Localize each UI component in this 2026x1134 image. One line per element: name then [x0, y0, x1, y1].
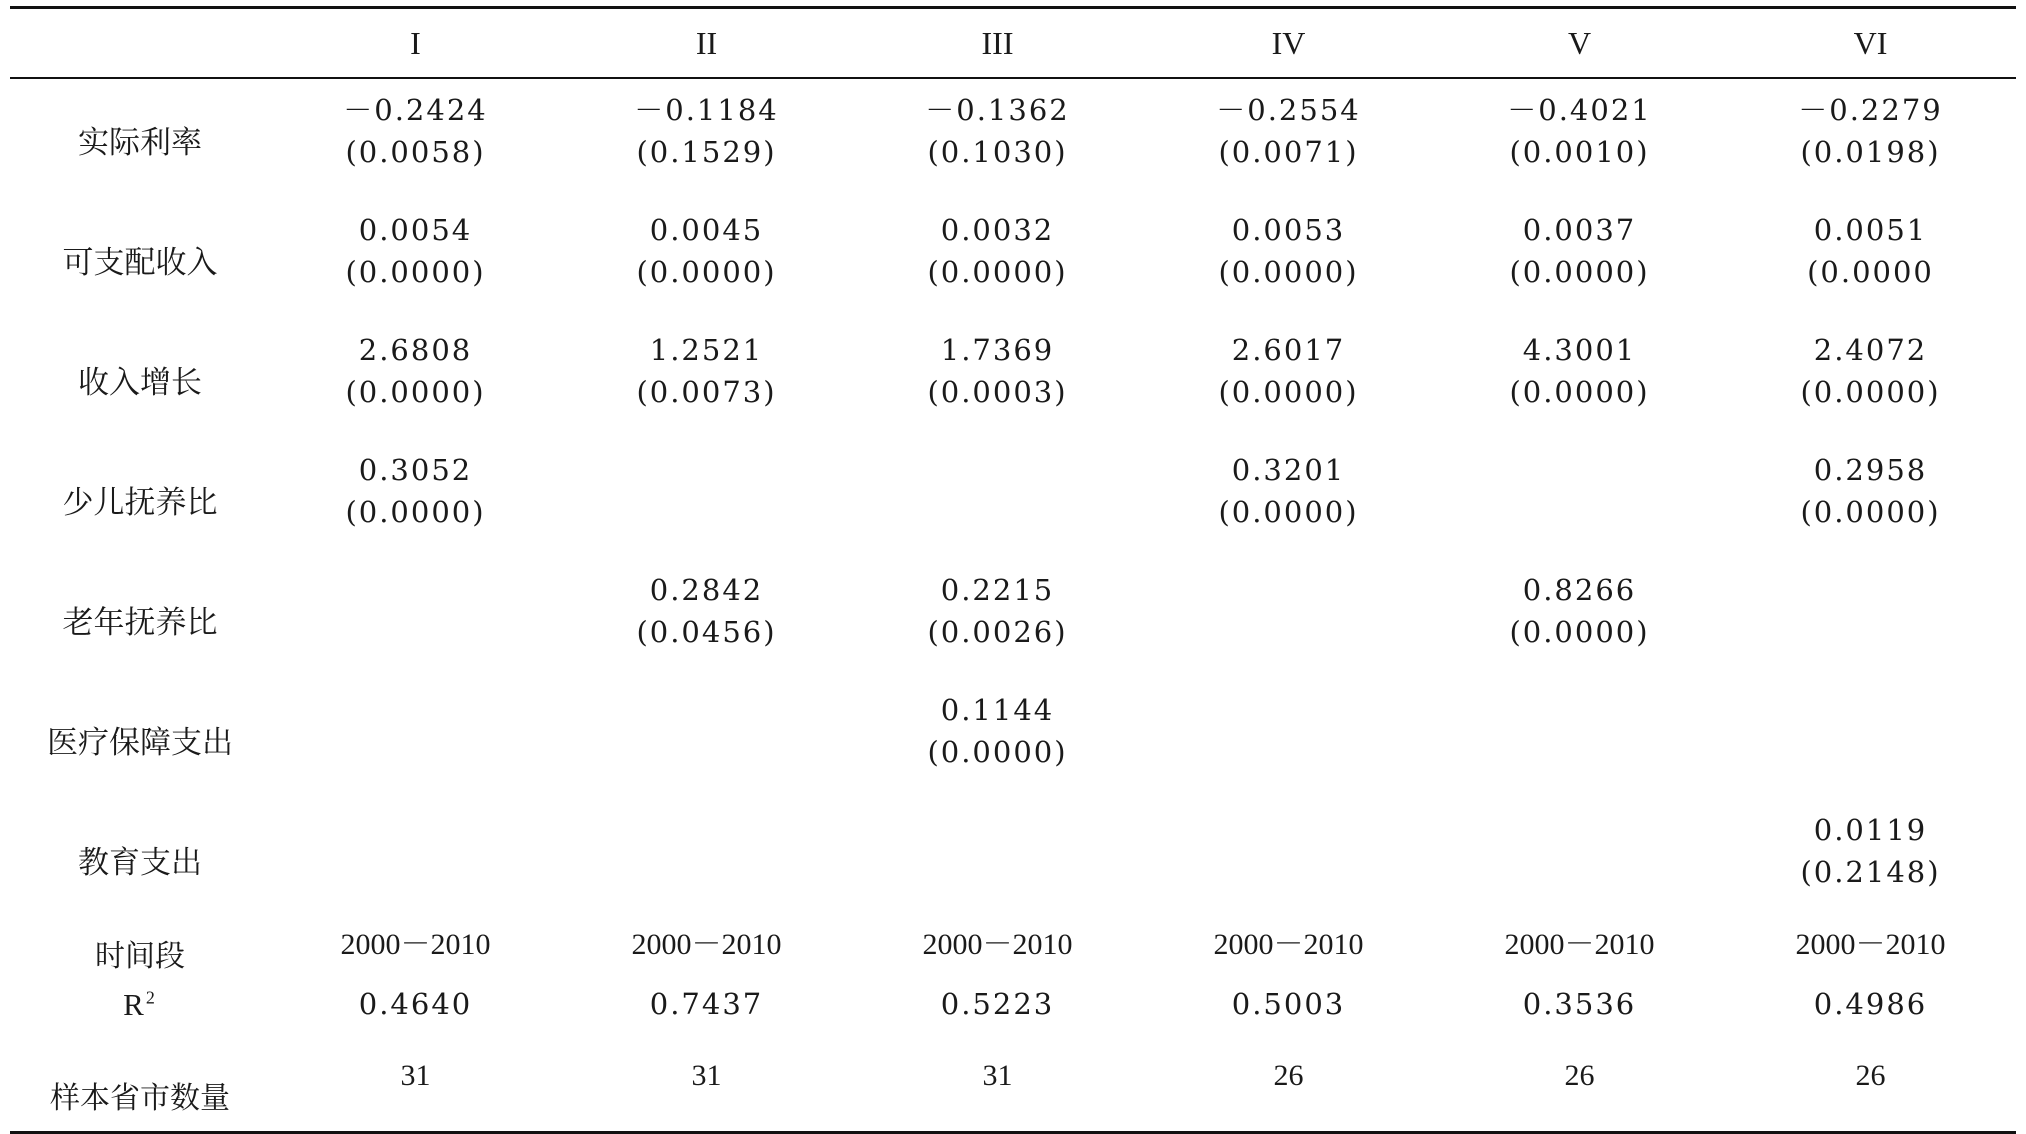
- p-value: (0.0010): [1509, 135, 1650, 169]
- p-value: (0.0000): [1800, 375, 1941, 409]
- coefficient-cell: [1143, 559, 1434, 679]
- coefficient-cell: [561, 199, 852, 319]
- row-label: 医疗保障支出: [47, 724, 233, 761]
- coefficient-value: 2.6808: [358, 333, 473, 367]
- p-value: (0.0071): [1218, 135, 1359, 169]
- coefficient-cell: [1434, 199, 1725, 319]
- row-label: 时间段: [95, 940, 185, 973]
- p-value: (0.0000): [345, 375, 486, 409]
- coefficient-row: [10, 439, 2016, 559]
- r2-cell: 0.4640: [358, 987, 473, 1021]
- period-cell: 2000－2010: [922, 928, 1073, 961]
- period-cell: 2000－2010: [340, 928, 491, 961]
- coefficient-value: 0.3201: [1231, 453, 1346, 487]
- p-value: (0.0026): [927, 615, 1068, 649]
- coefficient-cell: [852, 319, 1143, 439]
- sample-size-row: [10, 1059, 2016, 1133]
- p-value: (0.0073): [636, 375, 777, 409]
- p-value: (0.0000): [927, 255, 1068, 289]
- p-value: (0.0456): [636, 615, 777, 649]
- p-value: (0.0000): [345, 255, 486, 289]
- header-corner: [10, 8, 270, 79]
- period-cell: 2000－2010: [631, 928, 782, 961]
- row-label: 可支配收入: [62, 244, 218, 281]
- p-value: (0.0000): [1509, 615, 1650, 649]
- coefficient-cell: [1434, 799, 1725, 919]
- r2-cell: 0.7437: [649, 987, 764, 1021]
- coefficient-cell: [1143, 78, 1434, 199]
- sample-cell: 31: [561, 1059, 852, 1133]
- coefficient-cell: [561, 439, 852, 559]
- coefficient-cell: [1725, 799, 2016, 919]
- p-value: (0.0000: [1807, 255, 1934, 289]
- p-value: (0.0198): [1800, 135, 1941, 169]
- coefficient-cell: [270, 439, 561, 559]
- coefficient-value: 0.1144: [940, 693, 1055, 727]
- coefficient-cell: [852, 199, 1143, 319]
- column-header: II: [561, 8, 852, 79]
- column-header: V: [1434, 8, 1725, 79]
- coefficient-cell: [852, 559, 1143, 679]
- coefficient-cell: [1143, 439, 1434, 559]
- r2-cell: 0.5003: [1231, 987, 1346, 1021]
- coefficient-value: 0.0032: [940, 213, 1055, 247]
- p-value: (0.0000): [1800, 495, 1941, 529]
- p-value: (0.0000): [1218, 375, 1359, 409]
- coefficient-row: [10, 199, 2016, 319]
- p-value: (0.0000): [1218, 255, 1359, 289]
- sample-cell: 26: [1434, 1059, 1725, 1133]
- coefficient-row: [10, 799, 2016, 919]
- coefficient-row: [10, 679, 2016, 799]
- coefficient-cell: [1434, 319, 1725, 439]
- r2-label: [10, 987, 270, 1059]
- coefficient-value: 0.2842: [649, 573, 764, 607]
- p-value: (0.0000): [1509, 255, 1650, 289]
- coefficient-value: 2.6017: [1231, 333, 1346, 367]
- coefficient-value: －0.4021: [1507, 93, 1652, 127]
- coefficient-cell: [852, 78, 1143, 199]
- coefficient-cell: [1143, 799, 1434, 919]
- period-cell: 2000－2010: [1795, 928, 1946, 961]
- period-row: [10, 919, 2016, 987]
- coefficient-cell: [1725, 199, 2016, 319]
- coefficient-row: [10, 319, 2016, 439]
- column-header: IV: [1143, 8, 1434, 79]
- column-header: VI: [1725, 8, 2016, 79]
- coefficient-cell: [270, 319, 561, 439]
- column-header: III: [852, 8, 1143, 79]
- p-value: (0.0000): [345, 495, 486, 529]
- r2-row: [10, 987, 2016, 1059]
- coefficient-cell: [561, 679, 852, 799]
- column-header: I: [270, 8, 561, 79]
- coefficient-value: 0.0053: [1231, 213, 1346, 247]
- p-value: (0.0000): [927, 735, 1068, 769]
- coefficient-cell: [561, 559, 852, 679]
- row-label: 实际利率: [78, 124, 202, 161]
- coefficient-value: －0.2424: [343, 93, 488, 127]
- r2-label-base: R: [123, 987, 146, 1022]
- coefficient-value: 0.8266: [1522, 573, 1637, 607]
- regression-table-container: [10, 6, 2016, 1134]
- coefficient-value: －0.1362: [925, 93, 1070, 127]
- coefficient-cell: [1143, 199, 1434, 319]
- p-value: (0.1030): [927, 135, 1068, 169]
- coefficient-cell: [852, 439, 1143, 559]
- row-label: 老年抚养比: [62, 604, 218, 641]
- coefficient-value: －0.2279: [1798, 93, 1943, 127]
- coefficient-cell: [270, 78, 561, 199]
- coefficient-cell: [561, 319, 852, 439]
- coefficient-cell: [1725, 319, 2016, 439]
- r2-label-sup: 2: [145, 987, 157, 1008]
- coefficient-cell: [852, 799, 1143, 919]
- coefficient-cell: [270, 199, 561, 319]
- coefficient-cell: [1434, 78, 1725, 199]
- period-cell: 2000－2010: [1213, 928, 1364, 961]
- r2-cell: 0.4986: [1813, 987, 1928, 1021]
- coefficient-cell: [1725, 679, 2016, 799]
- coefficient-cell: [1434, 439, 1725, 559]
- coefficient-value: 1.7369: [940, 333, 1055, 367]
- p-value: (0.0058): [345, 135, 486, 169]
- coefficient-value: －0.1184: [634, 93, 779, 127]
- header-row: [10, 8, 2016, 79]
- coefficient-value: 4.3001: [1522, 333, 1637, 367]
- coefficient-value: 2.4072: [1813, 333, 1928, 367]
- coefficient-cell: [1725, 439, 2016, 559]
- coefficient-cell: [1143, 319, 1434, 439]
- row-label: 少儿抚养比: [62, 484, 218, 521]
- p-value: (0.2148): [1800, 855, 1941, 889]
- coefficient-value: 0.0054: [358, 213, 473, 247]
- coefficient-cell: [561, 799, 852, 919]
- coefficient-value: 0.0119: [1813, 813, 1928, 847]
- coefficient-cell: [1143, 679, 1434, 799]
- sample-cell: 31: [852, 1059, 1143, 1133]
- coefficient-cell: [1725, 78, 2016, 199]
- coefficient-value: 0.2215: [940, 573, 1055, 607]
- coefficient-value: 0.0051: [1813, 213, 1928, 247]
- r2-cell: 0.5223: [940, 987, 1055, 1021]
- p-value: (0.0003): [927, 375, 1068, 409]
- p-value: (0.0000): [1218, 495, 1359, 529]
- regression-table: [10, 6, 2016, 1134]
- p-value: (0.0000): [1509, 375, 1650, 409]
- coefficient-cell: [270, 799, 561, 919]
- coefficient-cell: [852, 679, 1143, 799]
- coefficient-cell: [270, 559, 561, 679]
- r2-cell: 0.3536: [1522, 987, 1637, 1021]
- coefficient-cell: [1434, 679, 1725, 799]
- period-cell: 2000－2010: [1504, 928, 1655, 961]
- coefficient-value: 0.0045: [649, 213, 764, 247]
- row-label: 收入增长: [78, 364, 202, 401]
- coefficient-row: [10, 78, 2016, 199]
- sample-cell: 26: [1725, 1059, 2016, 1133]
- p-value: (0.1529): [636, 135, 777, 169]
- coefficient-cell: [270, 679, 561, 799]
- coefficient-value: －0.2554: [1216, 93, 1361, 127]
- sample-cell: 31: [270, 1059, 561, 1133]
- row-label: 教育支出: [78, 844, 202, 881]
- coefficient-cell: [1434, 559, 1725, 679]
- p-value: (0.0000): [636, 255, 777, 289]
- coefficient-value: 0.3052: [358, 453, 473, 487]
- coefficient-cell: [1725, 559, 2016, 679]
- coefficient-value: 0.0037: [1522, 213, 1637, 247]
- table-body: [10, 78, 2016, 1133]
- sample-cell: 26: [1143, 1059, 1434, 1133]
- coefficient-cell: [561, 78, 852, 199]
- coefficient-value: 1.2521: [649, 333, 764, 367]
- row-label: 样本省市数量: [10, 1059, 270, 1133]
- coefficient-row: [10, 559, 2016, 679]
- coefficient-value: 0.2958: [1813, 453, 1928, 487]
